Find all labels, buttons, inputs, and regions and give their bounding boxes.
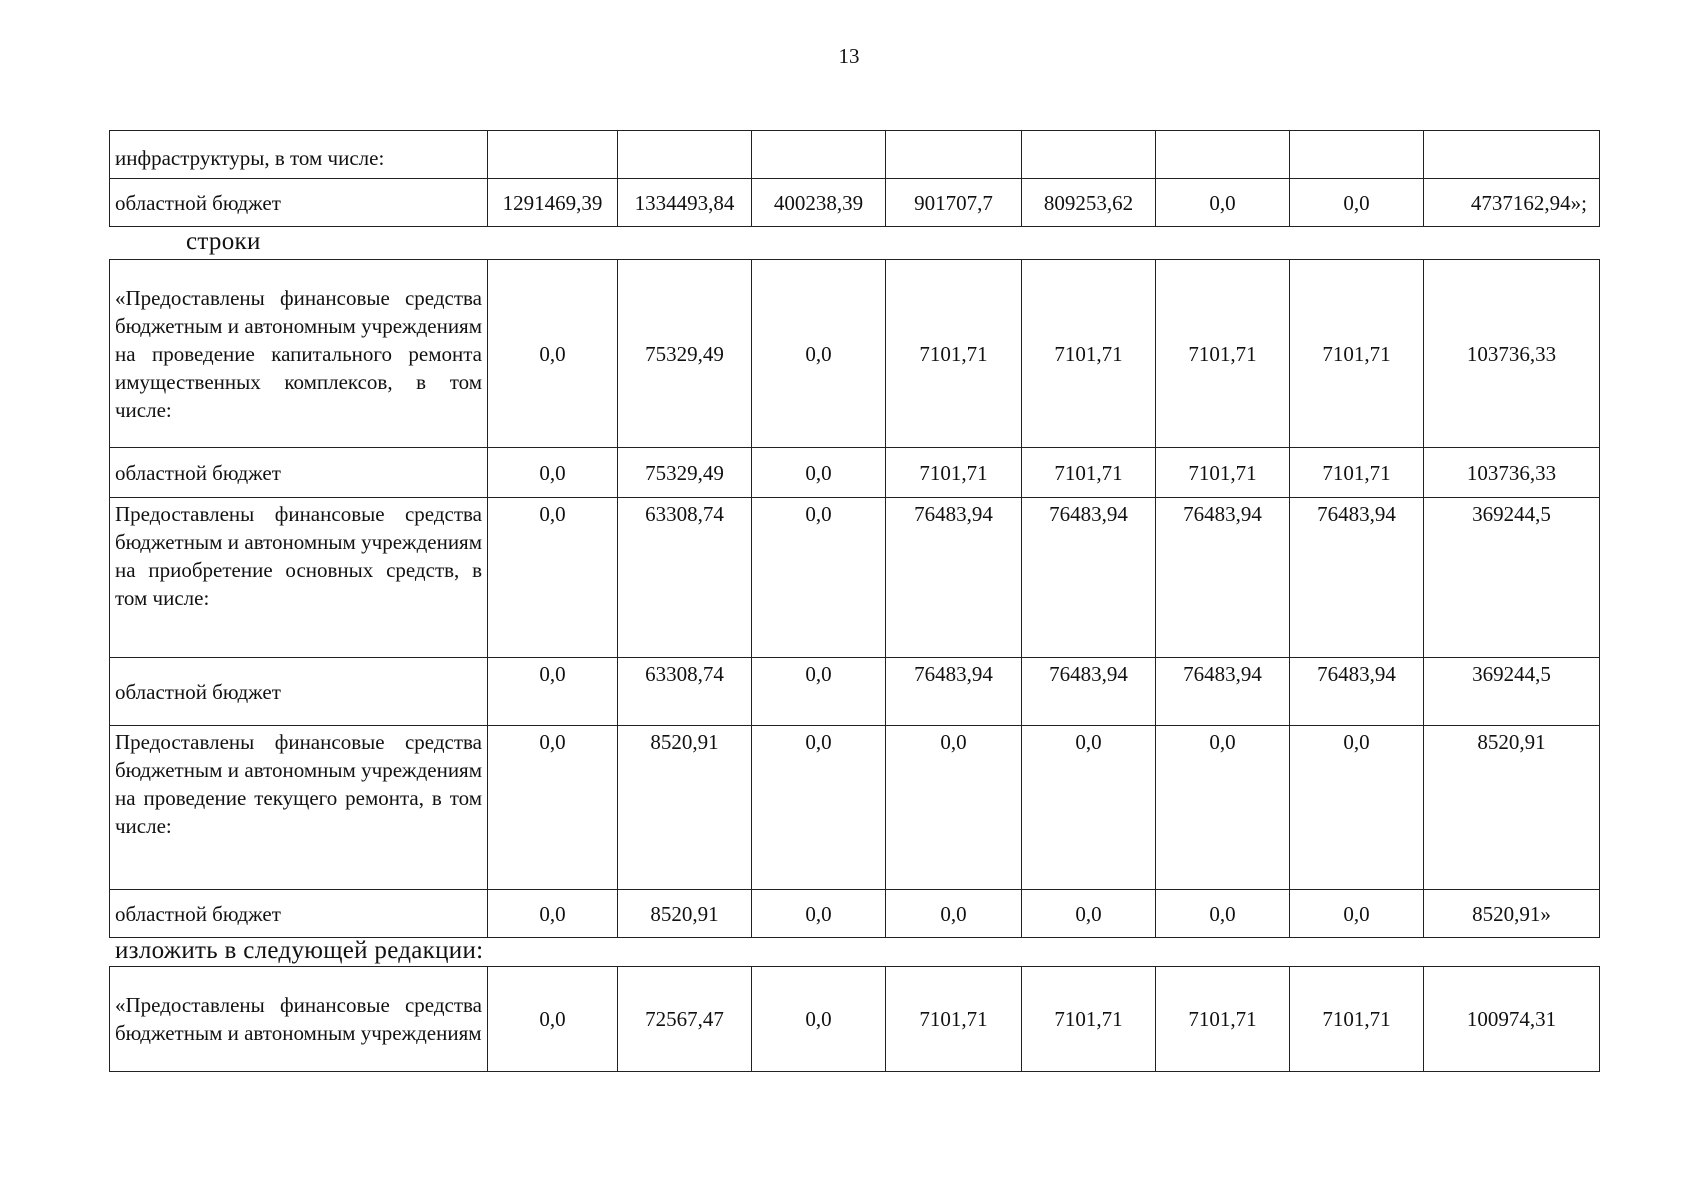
table-cell: 76483,94 (1022, 498, 1156, 658)
table-cell: 0,0 (886, 890, 1022, 938)
table-cell (886, 131, 1022, 179)
row-label: Предоставлены финансовые средства бюджетным и автономным учреждениям на приобретение основных средств, в том числе: (110, 498, 488, 658)
table-cell (488, 131, 618, 179)
table-cell: 103736,33 (1424, 260, 1600, 448)
table-cell: 0,0 (1022, 726, 1156, 890)
row-label: областной бюджет (110, 890, 488, 938)
table-cell: 8520,91 (618, 726, 752, 890)
table-cell: 1334493,84 (618, 179, 752, 227)
table-cell: 7101,71 (1156, 448, 1290, 498)
table-cell: 0,0 (752, 260, 886, 448)
table-cell: 0,0 (752, 498, 886, 658)
table-cell: 0,0 (488, 726, 618, 890)
table-cell: 901707,7 (886, 179, 1022, 227)
table-row (110, 658, 1600, 726)
table-cell: 0,0 (752, 890, 886, 938)
table-cell: 369244,5 (1424, 498, 1600, 658)
table-cell: 0,0 (488, 890, 618, 938)
table-cell: 0,0 (752, 658, 886, 726)
table-cell (752, 131, 886, 179)
table-row (110, 179, 1600, 227)
table-cell: 0,0 (1290, 726, 1424, 890)
table-row (110, 448, 1600, 498)
table-cell: 76483,94 (886, 658, 1022, 726)
table-cell: 72567,47 (618, 967, 752, 1072)
table-cell: 0,0 (1156, 726, 1290, 890)
row-label: областной бюджет (110, 658, 488, 726)
table-cell: 0,0 (488, 967, 618, 1072)
table-cell: 7101,71 (1290, 967, 1424, 1072)
table-cell (618, 131, 752, 179)
table-cell: 1291469,39 (488, 179, 618, 227)
table-cell: 400238,39 (752, 179, 886, 227)
table-cell: 75329,49 (618, 448, 752, 498)
row-label: областной бюджет (110, 179, 488, 227)
table-row (110, 967, 1600, 1072)
table-row (110, 131, 1600, 179)
table-cell: 100974,31 (1424, 967, 1600, 1072)
table-cell: 4737162,94»; (1424, 179, 1600, 227)
table-cell: 0,0 (886, 726, 1022, 890)
caption-rows: строки (186, 228, 261, 255)
row-label: «Предоставлены финансовые средства бюджетным и автономным учреждениям (110, 967, 488, 1072)
table-cell: 76483,94 (886, 498, 1022, 658)
table-cell: 7101,71 (1290, 260, 1424, 448)
table-cell: 103736,33 (1424, 448, 1600, 498)
budget-table-old (109, 259, 1600, 938)
table-cell: 76483,94 (1290, 658, 1424, 726)
table-cell: 76483,94 (1290, 498, 1424, 658)
table-cell: 63308,74 (618, 658, 752, 726)
table-cell: 7101,71 (1022, 260, 1156, 448)
table-cell: 369244,5 (1424, 658, 1600, 726)
table-cell: 0,0 (488, 260, 618, 448)
table-cell: 0,0 (1290, 890, 1424, 938)
table-cell: 7101,71 (1156, 967, 1290, 1072)
table-row (110, 498, 1600, 658)
table-cell: 0,0 (488, 658, 618, 726)
table-cell: 75329,49 (618, 260, 752, 448)
table-cell: 76483,94 (1156, 498, 1290, 658)
table-cell (1022, 131, 1156, 179)
table-cell: 7101,71 (886, 967, 1022, 1072)
table-cell (1424, 131, 1600, 179)
caption-new-edition: изложить в следующей редакции: (115, 937, 484, 964)
table-cell (1156, 131, 1290, 179)
table-cell: 8520,91» (1424, 890, 1600, 938)
table-cell: 7101,71 (1022, 967, 1156, 1072)
row-label: областной бюджет (110, 448, 488, 498)
table-cell: 0,0 (1156, 179, 1290, 227)
table-row (110, 890, 1600, 938)
table-cell: 8520,91 (1424, 726, 1600, 890)
table-cell: 809253,62 (1022, 179, 1156, 227)
table-row (110, 260, 1600, 448)
table-cell: 0,0 (752, 726, 886, 890)
budget-table-new (109, 966, 1600, 1072)
table-cell: 0,0 (488, 448, 618, 498)
table-cell: 0,0 (1022, 890, 1156, 938)
table-cell: 8520,91 (618, 890, 752, 938)
table-cell: 0,0 (752, 967, 886, 1072)
table-cell: 76483,94 (1022, 658, 1156, 726)
table-cell: 63308,74 (618, 498, 752, 658)
table-cell: 7101,71 (1022, 448, 1156, 498)
table-cell: 0,0 (1156, 890, 1290, 938)
row-label: Предоставлены финансовые средства бюджетным и автономным учреждениям на проведение текущего ремонта, в том числе: (110, 726, 488, 890)
table-cell: 7101,71 (886, 448, 1022, 498)
table-cell: 0,0 (488, 498, 618, 658)
table-cell: 7101,71 (1290, 448, 1424, 498)
row-label: «Предоставлены финансовые средства бюджетным и автономным учреждениям на проведение капитального ремонта имущественных комплексов, в том числе: (110, 260, 488, 448)
table-cell: 7101,71 (1156, 260, 1290, 448)
table-cell: 7101,71 (886, 260, 1022, 448)
table-row (110, 726, 1600, 890)
table-cell: 0,0 (1290, 179, 1424, 227)
table-cell: 76483,94 (1156, 658, 1290, 726)
budget-table-top (109, 130, 1600, 227)
table-cell (1290, 131, 1424, 179)
row-label: инфраструктуры, в том числе: (110, 131, 488, 179)
page-number: 13 (838, 44, 860, 68)
table-cell: 0,0 (752, 448, 886, 498)
